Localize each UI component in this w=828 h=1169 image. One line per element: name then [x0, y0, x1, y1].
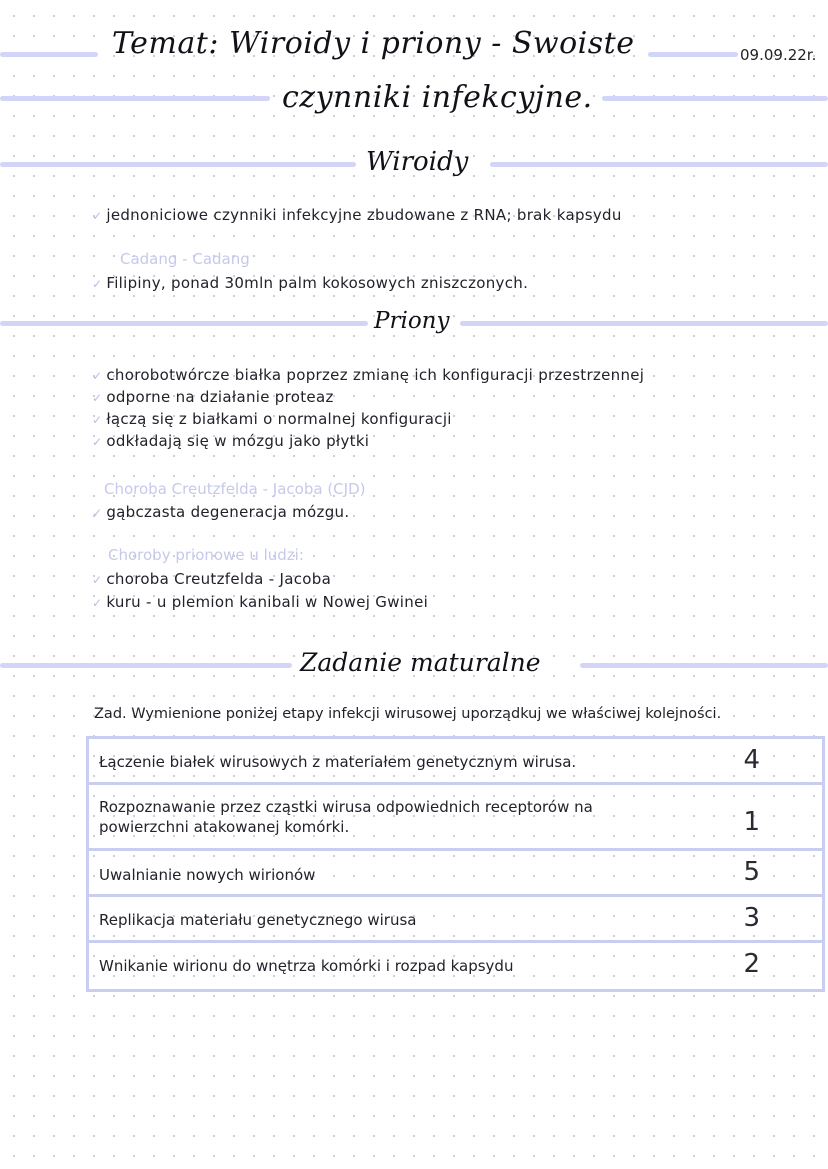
priony-rule-left: [0, 321, 368, 326]
wiroidy-rule-left: [0, 162, 356, 167]
table-cell-text: Rozpoznawanie przez cząstki wirusa odpowiednich receptorów na powierzchni atakowanej komórki.: [99, 798, 593, 836]
table-cell-number: 5: [743, 857, 760, 887]
table-cell-text: Uwalnianie nowych wirionów: [99, 866, 316, 884]
check-mark-icon: ✓: [92, 596, 103, 610]
table-row: [89, 851, 822, 897]
page-title-line1: Temat: Wiroidy i priony - Swoiste: [112, 26, 635, 61]
wiroidy-bullet-2: ✓ Filipiny, ponad 30mln palm kokosowych zniszczonych.: [92, 274, 529, 292]
table-cell-number: 2: [743, 949, 760, 979]
priony-bullet-3: ✓ łączą się z białkami o normalnej konfiguracji: [92, 410, 452, 428]
wiroidy-bullet-1: ✓ jednoniciowe czynniki infekcyjne zbudowane z RNA; brak kapsydu: [92, 206, 622, 224]
wiroidy-label: Cadang - Cadang: [120, 250, 250, 268]
check-mark-icon: ✓: [92, 369, 103, 383]
title-rule-line2-right: [602, 96, 828, 101]
cjd-label: Choroba Creutzfelda - Jacoba (CJD): [104, 480, 366, 498]
table-cell-number: 1: [743, 807, 760, 837]
table-row: [89, 739, 822, 785]
table-row: [89, 785, 822, 851]
priony-bullet-4: ✓ odkładają się w mózgu jako płytki: [92, 432, 370, 450]
disease-item-2: ✓ kuru - u plemion kanibali w Nowej Gwinei: [92, 593, 429, 611]
priony-bullet-1: ✓ chorobotwórcze białka poprzez zmianę ich konfiguracji przestrzennej: [92, 366, 645, 384]
title-rule-right: [648, 52, 738, 57]
title-rule-line2-left: [0, 96, 270, 101]
page-date: 09.09.22r.: [740, 46, 817, 64]
zadanie-rule-right: [580, 663, 828, 668]
check-mark-icon: ✓: [92, 277, 103, 291]
priony-heading: Priony: [374, 308, 450, 334]
priony-bullet-2: ✓ odporne na działanie proteaz: [92, 388, 334, 406]
priony-rule-right: [460, 321, 828, 326]
zadanie-rule-left: [0, 663, 292, 668]
diseases-label: Choroby prionowe u ludzi:: [108, 546, 304, 564]
check-mark-icon: ✓: [92, 506, 103, 520]
check-mark-icon: ✓: [92, 573, 103, 587]
zadanie-instruction: Zad. Wymienione poniżej etapy infekcji wirusowej uporządkuj we właściwej kolejności.: [94, 706, 722, 722]
check-mark-icon: ✓: [92, 413, 103, 427]
title-rule-left: [0, 52, 98, 57]
table-cell-number: 4: [743, 745, 760, 775]
table-cell-text: Wnikanie wirionu do wnętrza komórki i rozpad kapsydu: [99, 957, 514, 975]
disease-item-1: ✓ choroba Creutzfelda - Jacoba: [92, 570, 332, 588]
cjd-bullet: ✓ gąbczasta degeneracja mózgu.: [92, 503, 350, 521]
check-mark-icon: ✓: [92, 435, 103, 449]
check-mark-icon: ✓: [92, 209, 103, 223]
answer-table: [86, 736, 825, 992]
table-cell-number: 3: [743, 903, 760, 933]
wiroidy-rule-right: [490, 162, 828, 167]
table-row: [89, 943, 822, 989]
page-title-line2: czynniki infekcyjne.: [282, 80, 593, 115]
table-cell-text: Replikacja materiału genetycznego wirusa: [99, 911, 417, 929]
wiroidy-heading: Wiroidy: [366, 147, 469, 177]
zadanie-heading: Zadanie maturalne: [300, 648, 541, 677]
table-row: [89, 897, 822, 943]
table-cell-text: Łączenie białek wirusowych z materiałem genetycznym wirusa.: [99, 753, 577, 771]
check-mark-icon: ✓: [92, 391, 103, 405]
